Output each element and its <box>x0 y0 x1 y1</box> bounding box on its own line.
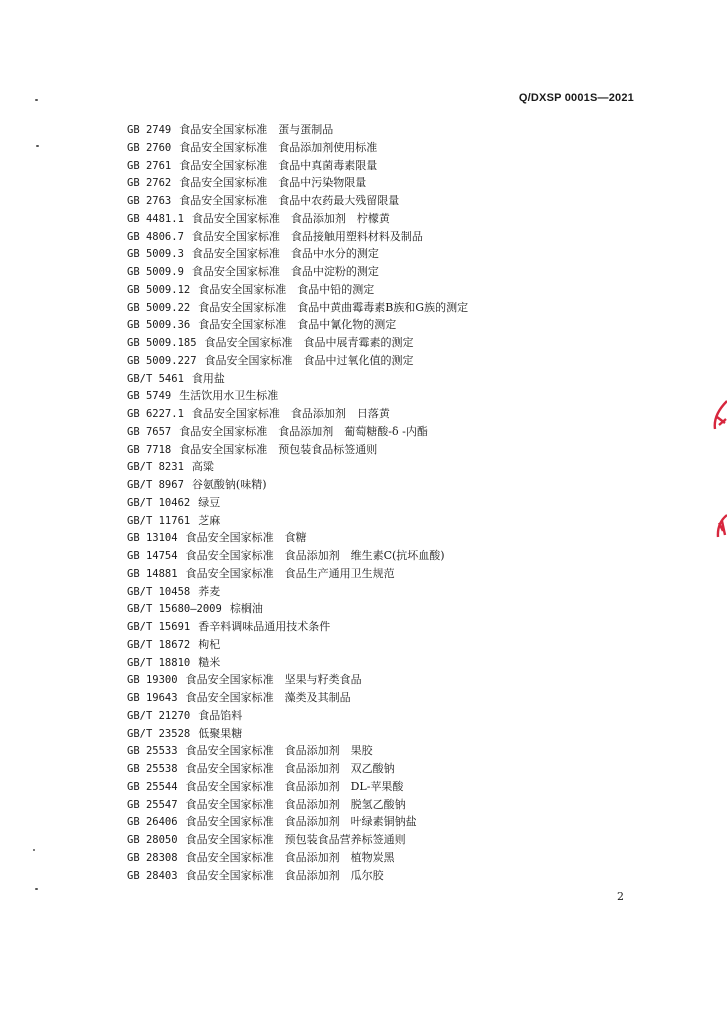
reference-item <box>127 316 647 334</box>
reference-item <box>127 760 647 778</box>
reference-item <box>127 600 647 618</box>
reference-code: GB 4481.1 <box>127 212 184 225</box>
reference-title: 食品安全国家标准 食品中污染物限量 <box>179 176 367 190</box>
reference-title: 食品馅料 <box>198 708 243 722</box>
scan-speck <box>33 849 35 851</box>
reference-code: GB 2762 <box>127 177 172 190</box>
reference-item <box>127 529 647 547</box>
reference-item <box>127 423 647 441</box>
reference-code: GB 28308 <box>127 851 178 864</box>
reference-item <box>127 796 647 814</box>
seal-stamp-edge <box>705 395 727 555</box>
reference-item <box>127 494 647 512</box>
reference-title: 食品安全国家标准 食品中展青霉素的测定 <box>204 336 414 349</box>
reference-item <box>127 654 647 672</box>
reference-item <box>127 725 647 743</box>
reference-title: 食品安全国家标准 食品添加剂 脱氢乙酸钠 <box>185 797 406 811</box>
reference-code: GB 14754 <box>127 550 178 562</box>
reference-item <box>127 245 647 263</box>
reference-item <box>127 849 647 867</box>
reference-title: 食品安全国家标准 食品添加剂 双乙酸钠 <box>185 762 395 775</box>
reference-code: GB/T 18672 <box>127 638 191 651</box>
reference-code: GB 2761 <box>127 159 172 172</box>
reference-code: GB 5009.9 <box>127 266 184 278</box>
reference-title: 香辛料调味品通用技术条件 <box>198 620 331 633</box>
reference-code: GB 19300 <box>127 674 178 687</box>
reference-title: 绿豆 <box>198 495 221 509</box>
reference-code: GB/T 11761 <box>127 514 191 527</box>
reference-title: 食品安全国家标准 食品添加剂 叶绿素铜钠盐 <box>185 815 417 829</box>
reference-title: 食品安全国家标准 食品中黄曲霉毒素B族和G族的测定 <box>198 300 469 314</box>
normative-references-list <box>127 121 647 884</box>
reference-item <box>127 157 647 175</box>
reference-title: 食品安全国家标准 食品添加剂 瓜尔胶 <box>185 868 384 882</box>
reference-item <box>127 370 647 388</box>
reference-item <box>127 174 647 192</box>
reference-title: 食品安全国家标准 食品添加剂使用标准 <box>179 140 378 154</box>
reference-title: 食品安全国家标准 食品添加剂 DL-苹果酸 <box>185 779 404 793</box>
reference-item <box>127 867 647 885</box>
reference-item <box>127 210 647 228</box>
reference-item <box>127 441 647 459</box>
reference-title: 食品安全国家标准 食品添加剂 柠檬黄 <box>191 211 390 225</box>
reference-code: GB 2749 <box>127 124 172 136</box>
reference-code: GB 5009.185 <box>127 337 197 349</box>
reference-item <box>127 547 647 565</box>
reference-item <box>127 476 647 494</box>
reference-code: GB 13104 <box>127 532 178 545</box>
reference-title: 食品安全国家标准 食品生产通用卫生规范 <box>185 566 395 580</box>
reference-title: 食品安全国家标准 食品中水分的测定 <box>191 247 379 261</box>
reference-code: GB 7657 <box>127 425 172 438</box>
reference-code: GB/T 15691 <box>127 621 191 633</box>
reference-title: 食品安全国家标准 食品中铅的测定 <box>198 282 375 296</box>
reference-title: 枸杞 <box>198 637 221 651</box>
reference-code: GB 14881 <box>127 567 178 580</box>
reference-code: GB 26406 <box>127 816 178 829</box>
reference-title: 食品安全国家标准 预包装食品标签通则 <box>179 442 378 456</box>
reference-code: GB 5009.22 <box>127 301 191 314</box>
reference-code: GB/T 21270 <box>127 709 191 722</box>
reference-code: GB 2763 <box>127 195 172 207</box>
reference-item <box>127 565 647 583</box>
reference-code: GB 19643 <box>127 692 178 704</box>
reference-title: 芝麻 <box>198 513 221 527</box>
reference-code: GB 5009.3 <box>127 248 184 261</box>
reference-code: GB 28403 <box>127 869 178 882</box>
reference-code: GB 28050 <box>127 834 178 846</box>
scan-speck <box>35 99 38 101</box>
reference-title: 荞麦 <box>198 584 221 598</box>
reference-item <box>127 387 647 405</box>
scan-speck <box>36 145 39 147</box>
reference-item <box>127 742 647 760</box>
reference-code: GB/T 10462 <box>127 496 191 509</box>
reference-title: 食品安全国家标准 食糖 <box>185 531 307 545</box>
reference-item <box>127 334 647 352</box>
reference-title: 食品安全国家标准 藻类及其制品 <box>185 691 351 704</box>
reference-code: GB 2760 <box>127 141 172 154</box>
reference-code: GB/T 15680—2009 <box>127 603 222 616</box>
reference-code: GB 25547 <box>127 798 178 811</box>
reference-code: GB 25544 <box>127 780 178 793</box>
reference-title: 糙米 <box>198 655 221 669</box>
reference-item <box>127 352 647 370</box>
scan-speck <box>35 888 38 890</box>
reference-code: GB/T 10458 <box>127 585 191 598</box>
reference-title: 食品安全国家标准 食品添加剂 葡萄糖酸-δ -内酯 <box>179 424 428 438</box>
page-number: 2 <box>617 890 624 903</box>
reference-title: 食品安全国家标准 食品中过氧化值的测定 <box>204 353 414 367</box>
reference-title: 谷氨酸钠(味精) <box>191 478 267 491</box>
reference-item <box>127 583 647 601</box>
reference-item <box>127 192 647 210</box>
reference-title: 食品安全国家标准 食品中真菌毒素限量 <box>179 158 378 172</box>
reference-title: 低聚果糖 <box>198 726 243 740</box>
reference-item <box>127 831 647 849</box>
reference-title: 食品安全国家标准 坚果与籽类食品 <box>185 673 362 687</box>
reference-item <box>127 689 647 707</box>
reference-item <box>127 263 647 281</box>
reference-title: 生活饮用水卫生标准 <box>179 389 279 403</box>
reference-item <box>127 299 647 317</box>
reference-title: 食品安全国家标准 食品添加剂 植物炭黑 <box>185 850 395 864</box>
reference-item <box>127 778 647 796</box>
reference-item <box>127 228 647 246</box>
reference-title: 食品安全国家标准 食品添加剂 果胶 <box>185 744 373 758</box>
reference-code: GB 5749 <box>127 390 172 403</box>
reference-title: 食品安全国家标准 食品中农药最大残留限量 <box>179 194 400 207</box>
reference-code: GB 7718 <box>127 443 172 456</box>
reference-item <box>127 121 647 139</box>
reference-code: GB/T 5461 <box>127 372 184 385</box>
reference-title: 食品安全国家标准 蛋与蛋制品 <box>179 123 334 136</box>
reference-item <box>127 671 647 689</box>
reference-item <box>127 405 647 423</box>
reference-code: GB/T 23528 <box>127 727 191 740</box>
reference-code: GB 5009.36 <box>127 319 191 332</box>
reference-code: GB 5009.12 <box>127 283 191 296</box>
reference-title: 食用盐 <box>191 371 225 385</box>
reference-title: 食品安全国家标准 食品中氰化物的测定 <box>198 318 397 332</box>
reference-title: 食品安全国家标准 食品添加剂 日落黄 <box>191 407 390 420</box>
reference-code: GB/T 18810 <box>127 656 191 669</box>
reference-code: GB/T 8967 <box>127 479 184 491</box>
reference-item <box>127 707 647 725</box>
reference-title: 食品安全国家标准 预包装食品营养标签通则 <box>185 833 406 846</box>
reference-item <box>127 458 647 476</box>
reference-item <box>127 281 647 299</box>
reference-title: 食品安全国家标准 食品接触用塑料材料及制品 <box>191 229 423 243</box>
reference-title: 食品安全国家标准 食品中淀粉的测定 <box>191 265 379 278</box>
reference-code: GB/T 8231 <box>127 461 184 474</box>
reference-code: GB 6227.1 <box>127 408 184 420</box>
reference-code: GB 4806.7 <box>127 230 184 243</box>
reference-code: GB 25538 <box>127 763 178 775</box>
reference-title: 棕榈油 <box>229 602 263 616</box>
reference-item <box>127 618 647 636</box>
reference-title: 食品安全国家标准 食品添加剂 维生素C(抗坏血酸) <box>185 549 445 562</box>
reference-code: GB 25533 <box>127 745 178 758</box>
reference-item <box>127 139 647 157</box>
reference-item <box>127 813 647 831</box>
reference-code: GB 5009.227 <box>127 354 197 367</box>
reference-item <box>127 636 647 654</box>
reference-title: 高粱 <box>191 460 214 474</box>
reference-item <box>127 512 647 530</box>
document-code: Q/DXSP 0001S—2021 <box>518 92 634 104</box>
